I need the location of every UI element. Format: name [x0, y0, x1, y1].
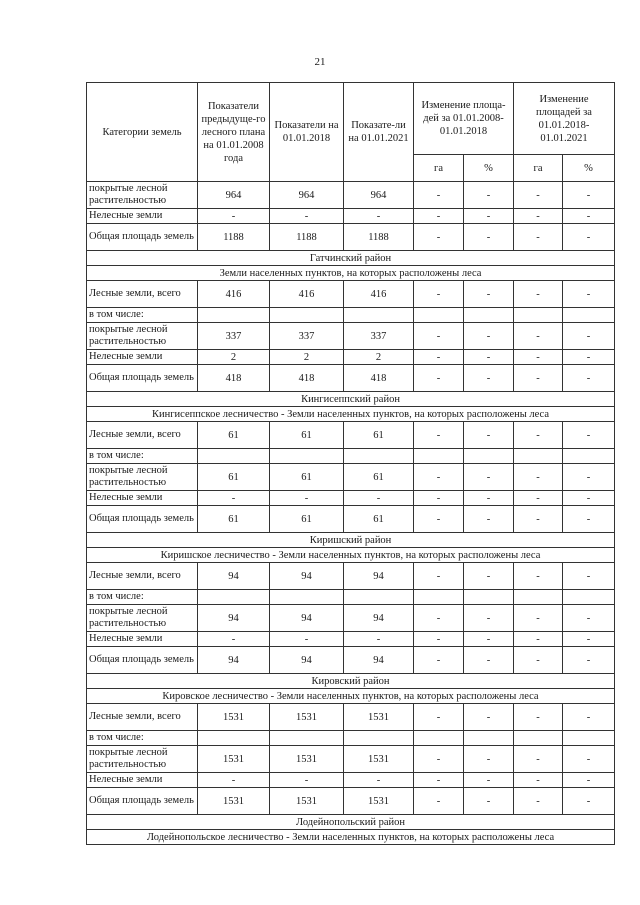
cell-value: 61 — [198, 506, 270, 533]
section-title: Кировский район — [87, 674, 615, 689]
cell-value: - — [270, 491, 344, 506]
row-label: в том числе: — [87, 449, 198, 464]
row-label: Нелесные земли — [87, 209, 198, 224]
table-row — [87, 224, 615, 251]
cell-value: 61 — [344, 422, 414, 449]
section-row — [87, 407, 615, 422]
cell-value: - — [464, 224, 514, 251]
cell-value: - — [414, 224, 464, 251]
cell-value: 61 — [270, 422, 344, 449]
table-row — [87, 773, 615, 788]
cell-value — [344, 308, 414, 323]
cell-value: 1531 — [198, 788, 270, 815]
cell-value: 418 — [198, 365, 270, 392]
row-label: в том числе: — [87, 731, 198, 746]
cell-value: 337 — [344, 323, 414, 350]
cell-value: 1531 — [344, 746, 414, 773]
cell-value: - — [514, 563, 563, 590]
cell-value — [514, 590, 563, 605]
row-label: Общая площадь земель — [87, 365, 198, 392]
cell-value: 61 — [344, 506, 414, 533]
header-unit-percent: % — [464, 155, 514, 182]
cell-value: - — [464, 647, 514, 674]
row-label: Общая площадь земель — [87, 647, 198, 674]
cell-value: - — [514, 464, 563, 491]
cell-value: - — [563, 209, 615, 224]
cell-value: - — [514, 647, 563, 674]
cell-value: 94 — [198, 563, 270, 590]
cell-value: - — [464, 464, 514, 491]
cell-value: - — [563, 632, 615, 647]
cell-value: - — [344, 209, 414, 224]
table-row — [87, 182, 615, 209]
cell-value: 94 — [198, 647, 270, 674]
cell-value: 94 — [344, 647, 414, 674]
header-prev-plan: Показатели предыдуще-го лесного плана на 01.01.2008 года — [198, 83, 270, 182]
cell-value: 94 — [344, 605, 414, 632]
cell-value — [270, 590, 344, 605]
cell-value — [198, 449, 270, 464]
cell-value: - — [514, 788, 563, 815]
cell-value: 1531 — [344, 704, 414, 731]
section-row — [87, 251, 615, 266]
row-label: Общая площадь земель — [87, 788, 198, 815]
table-row — [87, 281, 615, 308]
cell-value: - — [414, 647, 464, 674]
cell-value: - — [563, 350, 615, 365]
header-category: Категории земель — [87, 83, 198, 182]
table-row — [87, 464, 615, 491]
cell-value: 2 — [344, 350, 414, 365]
cell-value: 1531 — [270, 746, 344, 773]
cell-value: - — [514, 704, 563, 731]
cell-value: - — [270, 632, 344, 647]
cell-value: - — [414, 491, 464, 506]
section-row — [87, 266, 615, 281]
cell-value — [198, 308, 270, 323]
cell-value: 1531 — [198, 746, 270, 773]
header-unit-ha: га — [414, 155, 464, 182]
cell-value: - — [563, 704, 615, 731]
cell-value: - — [464, 773, 514, 788]
cell-value: 1531 — [344, 788, 414, 815]
cell-value: - — [464, 281, 514, 308]
cell-value — [344, 449, 414, 464]
cell-value: 94 — [344, 563, 414, 590]
cell-value: - — [563, 491, 615, 506]
section-title: Кингисеппский район — [87, 392, 615, 407]
cell-value — [198, 731, 270, 746]
cell-value: - — [270, 773, 344, 788]
cell-value: - — [563, 323, 615, 350]
cell-value: - — [464, 209, 514, 224]
cell-value: - — [563, 422, 615, 449]
cell-value: - — [514, 209, 563, 224]
cell-value: - — [198, 773, 270, 788]
cell-value: - — [414, 746, 464, 773]
cell-value: - — [414, 605, 464, 632]
cell-value: - — [414, 563, 464, 590]
cell-value: 1188 — [344, 224, 414, 251]
cell-value: 418 — [270, 365, 344, 392]
cell-value: 337 — [198, 323, 270, 350]
cell-value: 964 — [344, 182, 414, 209]
cell-value: - — [514, 350, 563, 365]
cell-value: - — [514, 506, 563, 533]
row-label: Общая площадь земель — [87, 506, 198, 533]
row-label: в том числе: — [87, 590, 198, 605]
table-row — [87, 746, 615, 773]
section-title: Гатчинский район — [87, 251, 615, 266]
table-row — [87, 323, 615, 350]
cell-value: 94 — [198, 605, 270, 632]
cell-value — [514, 308, 563, 323]
cell-value: - — [464, 350, 514, 365]
cell-value: - — [414, 704, 464, 731]
cell-value: 964 — [270, 182, 344, 209]
section-row — [87, 533, 615, 548]
table-row — [87, 422, 615, 449]
cell-value: 94 — [270, 563, 344, 590]
cell-value: - — [464, 323, 514, 350]
section-row — [87, 815, 615, 830]
cell-value: - — [563, 224, 615, 251]
cell-value: - — [514, 632, 563, 647]
cell-value: 337 — [270, 323, 344, 350]
table-header — [87, 83, 615, 182]
table-row — [87, 365, 615, 392]
cell-value — [414, 308, 464, 323]
cell-value — [270, 731, 344, 746]
cell-value: 416 — [344, 281, 414, 308]
cell-value: 416 — [270, 281, 344, 308]
row-label: покрытые лесной растительностью — [87, 746, 198, 773]
cell-value: - — [414, 773, 464, 788]
table-row — [87, 209, 615, 224]
row-label: покрытые лесной растительностью — [87, 605, 198, 632]
table-row — [87, 491, 615, 506]
row-label: Нелесные земли — [87, 491, 198, 506]
cell-value — [563, 308, 615, 323]
cell-value: - — [464, 788, 514, 815]
table-row — [87, 590, 615, 605]
cell-value: - — [414, 788, 464, 815]
row-label: Лесные земли, всего — [87, 281, 198, 308]
cell-value: 61 — [270, 506, 344, 533]
cell-value: - — [563, 365, 615, 392]
section-title: Земли населенных пунктов, на которых расположены леса — [87, 266, 615, 281]
cell-value: - — [563, 647, 615, 674]
cell-value: 61 — [270, 464, 344, 491]
cell-value: - — [414, 209, 464, 224]
cell-value: 94 — [270, 605, 344, 632]
cell-value: - — [464, 704, 514, 731]
cell-value — [563, 590, 615, 605]
cell-value: - — [514, 182, 563, 209]
land-categories-table — [86, 82, 615, 845]
table-body — [87, 182, 615, 845]
table-row — [87, 449, 615, 464]
cell-value — [464, 449, 514, 464]
cell-value: - — [414, 350, 464, 365]
row-label: Общая площадь земель — [87, 224, 198, 251]
cell-value: - — [563, 746, 615, 773]
cell-value: - — [344, 491, 414, 506]
cell-value: - — [563, 182, 615, 209]
header-at-2021: Показате-ли на 01.01.2021 — [344, 83, 414, 182]
section-row — [87, 548, 615, 563]
cell-value: 61 — [344, 464, 414, 491]
row-label: Лесные земли, всего — [87, 563, 198, 590]
cell-value: - — [514, 281, 563, 308]
cell-value: - — [414, 422, 464, 449]
cell-value: - — [514, 224, 563, 251]
section-row — [87, 392, 615, 407]
cell-value: - — [563, 788, 615, 815]
table-row — [87, 632, 615, 647]
cell-value: 1188 — [270, 224, 344, 251]
cell-value — [514, 731, 563, 746]
table-row — [87, 704, 615, 731]
cell-value: - — [514, 365, 563, 392]
section-title: Киришский район — [87, 533, 615, 548]
table-row — [87, 308, 615, 323]
cell-value: - — [414, 632, 464, 647]
cell-value: - — [344, 632, 414, 647]
cell-value: - — [514, 746, 563, 773]
cell-value: - — [414, 182, 464, 209]
cell-value: 1531 — [270, 704, 344, 731]
cell-value: - — [563, 563, 615, 590]
row-label: Нелесные земли — [87, 350, 198, 365]
header-unit-ha: га — [514, 155, 563, 182]
row-label: Нелесные земли — [87, 632, 198, 647]
cell-value: - — [563, 506, 615, 533]
cell-value — [514, 449, 563, 464]
cell-value — [563, 731, 615, 746]
cell-value: 61 — [198, 422, 270, 449]
row-label: в том числе: — [87, 308, 198, 323]
row-label: Лесные земли, всего — [87, 704, 198, 731]
cell-value: - — [464, 632, 514, 647]
cell-value: - — [464, 563, 514, 590]
section-row — [87, 674, 615, 689]
section-title: Лодейнопольское лесничество - Земли населенных пунктов, на которых расположены леса — [87, 830, 615, 845]
row-label: покрытые лесной растительностью — [87, 182, 198, 209]
table-row — [87, 563, 615, 590]
table-row — [87, 647, 615, 674]
section-title: Киришское лесничество - Земли населенных пунктов, на которых расположены леса — [87, 548, 615, 563]
cell-value: 2 — [198, 350, 270, 365]
cell-value: - — [198, 632, 270, 647]
header-change-2008-2018: Изменение площа-дей за 01.01.2008-01.01.2018 — [414, 83, 514, 155]
cell-value — [464, 731, 514, 746]
row-label: покрытые лесной растительностью — [87, 464, 198, 491]
cell-value: - — [514, 422, 563, 449]
section-title: Кировское лесничество - Земли населенных пунктов, на которых расположены леса — [87, 689, 615, 704]
cell-value — [563, 449, 615, 464]
cell-value: - — [563, 281, 615, 308]
section-title: Кингисеппское лесничество - Земли населенных пунктов, на которых расположены леса — [87, 407, 615, 422]
cell-value: - — [464, 506, 514, 533]
table-row — [87, 506, 615, 533]
cell-value: - — [464, 422, 514, 449]
cell-value: 1188 — [198, 224, 270, 251]
cell-value: 94 — [270, 647, 344, 674]
cell-value: 2 — [270, 350, 344, 365]
cell-value: - — [270, 209, 344, 224]
cell-value: - — [563, 605, 615, 632]
cell-value — [414, 449, 464, 464]
cell-value — [414, 731, 464, 746]
cell-value: - — [464, 182, 514, 209]
row-label: Нелесные земли — [87, 773, 198, 788]
cell-value: 964 — [198, 182, 270, 209]
cell-value: - — [514, 773, 563, 788]
cell-value: - — [563, 773, 615, 788]
table-row — [87, 731, 615, 746]
cell-value — [270, 308, 344, 323]
cell-value — [344, 731, 414, 746]
table-row — [87, 788, 615, 815]
row-label: Лесные земли, всего — [87, 422, 198, 449]
cell-value — [270, 449, 344, 464]
section-row — [87, 689, 615, 704]
cell-value: - — [514, 323, 563, 350]
cell-value: - — [414, 365, 464, 392]
cell-value: - — [198, 491, 270, 506]
cell-value: - — [198, 209, 270, 224]
cell-value: - — [464, 365, 514, 392]
cell-value — [198, 590, 270, 605]
cell-value: - — [414, 506, 464, 533]
cell-value: 418 — [344, 365, 414, 392]
cell-value: - — [414, 281, 464, 308]
section-row — [87, 830, 615, 845]
header-unit-percent: % — [563, 155, 615, 182]
cell-value: - — [464, 746, 514, 773]
cell-value: - — [563, 464, 615, 491]
page-number: 21 — [314, 56, 326, 68]
cell-value: 416 — [198, 281, 270, 308]
cell-value — [464, 308, 514, 323]
cell-value: 61 — [198, 464, 270, 491]
cell-value — [464, 590, 514, 605]
cell-value: - — [414, 323, 464, 350]
cell-value — [344, 590, 414, 605]
cell-value: - — [514, 491, 563, 506]
cell-value: - — [344, 773, 414, 788]
cell-value — [414, 590, 464, 605]
header-at-2018: Показатели на 01.01.2018 — [270, 83, 344, 182]
cell-value: 1531 — [198, 704, 270, 731]
section-title: Лодейнопольский район — [87, 815, 615, 830]
cell-value: - — [464, 605, 514, 632]
cell-value: 1531 — [270, 788, 344, 815]
header-change-2018-2021: Изменение площадей за 01.01.2018-01.01.2021 — [514, 83, 615, 155]
cell-value: - — [464, 491, 514, 506]
table-row — [87, 605, 615, 632]
table-row — [87, 350, 615, 365]
row-label: покрытые лесной растительностью — [87, 323, 198, 350]
cell-value: - — [514, 605, 563, 632]
cell-value: - — [414, 464, 464, 491]
